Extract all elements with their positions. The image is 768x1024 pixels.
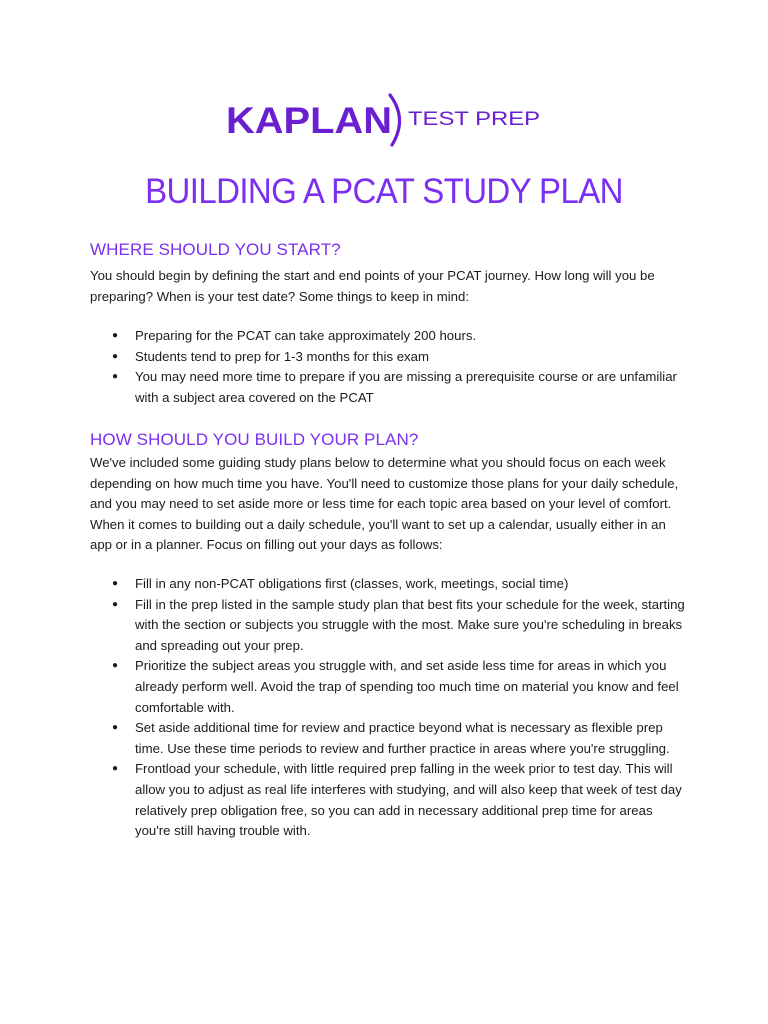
list-item-text: Set aside additional time for review and practice beyond what is necessary as flexible prep time. Use these time periods to review and further practice in areas where you're struggling.	[135, 720, 670, 756]
kaplan-test-prep-logo-icon	[226, 92, 542, 152]
list-item	[90, 347, 690, 368]
list-item	[90, 718, 690, 759]
section-build-plan-intro: We've included some guiding study plans below to determine what you should focus on each week depending on how much time you have. You'll need to customize those plans for your daily schedule, and you may need to set aside more or less time for each topic area based on your level of comfort. When it comes to building out a daily schedule, you'll want to set up a calendar, usually either in an app or in a planner. Focus on filling out your days as follows:	[90, 455, 679, 553]
list-item	[90, 759, 690, 841]
page-title: BUILDING A PCAT STUDY PLAN	[145, 170, 623, 211]
list-item-text: Fill in the prep listed in the sample study plan that best fits your schedule for the week, starting with the section or subjects you struggle with the most. Make sure you're scheduling in breaks and spreading out your prep.	[135, 596, 685, 653]
list-item	[90, 326, 690, 347]
bullet-icon: ●	[112, 350, 119, 362]
bullet-icon: ●	[112, 722, 119, 734]
list-item	[90, 595, 690, 657]
section-build-plan-list	[90, 574, 690, 842]
bullet-icon: ●	[112, 660, 119, 672]
list-item-text: You may need more time to prepare if you are missing a prerequisite course or are unfamiliar with a subject area covered on the PCAT	[135, 369, 677, 405]
bullet-icon: ●	[112, 598, 119, 610]
list-item-text: Frontload your schedule, with little required prep falling in the week prior to test day. This will allow you to adjust as real life interferes with studying, and will also keep that week of test day relatively prep obligation free, so you can add in necessary additional prep time for areas you're still having trouble with.	[135, 761, 682, 839]
kaplan-logo	[226, 92, 542, 152]
list-item	[90, 656, 690, 718]
section-heading-build-plan: HOW SHOULD YOU BUILD YOUR PLAN?	[90, 430, 419, 449]
list-item	[90, 367, 690, 408]
list-item-text: Preparing for the PCAT can take approximately 200 hours.	[135, 328, 477, 343]
bullet-icon: ●	[112, 371, 119, 383]
section-where-start-list	[90, 326, 690, 408]
logo-product-text: TEST PREP	[408, 108, 540, 130]
bullet-icon: ●	[112, 578, 119, 589]
bullet-icon: ●	[112, 763, 119, 775]
section-where-start-intro: You should begin by defining the start and end points of your PCAT journey. How long will you be preparing? When is your test date? Some things to keep in mind:	[90, 268, 655, 304]
list-item	[90, 574, 690, 595]
list-item-text: Fill in any non-PCAT obligations first (classes, work, meetings, social time)	[135, 576, 569, 591]
logo-brand-text: KAPLAN	[226, 100, 392, 141]
list-item-text: Prioritize the subject areas you struggle with, and set aside less time for areas in which you already perform well. Avoid the trap of spending too much time on material you know and feel comfortable with.	[135, 658, 679, 715]
section-heading-where-start: WHERE SHOULD YOU START?	[90, 240, 341, 259]
list-item-text: Students tend to prep for 1-3 months for this exam	[135, 348, 429, 364]
bullet-icon: ●	[112, 330, 119, 341]
